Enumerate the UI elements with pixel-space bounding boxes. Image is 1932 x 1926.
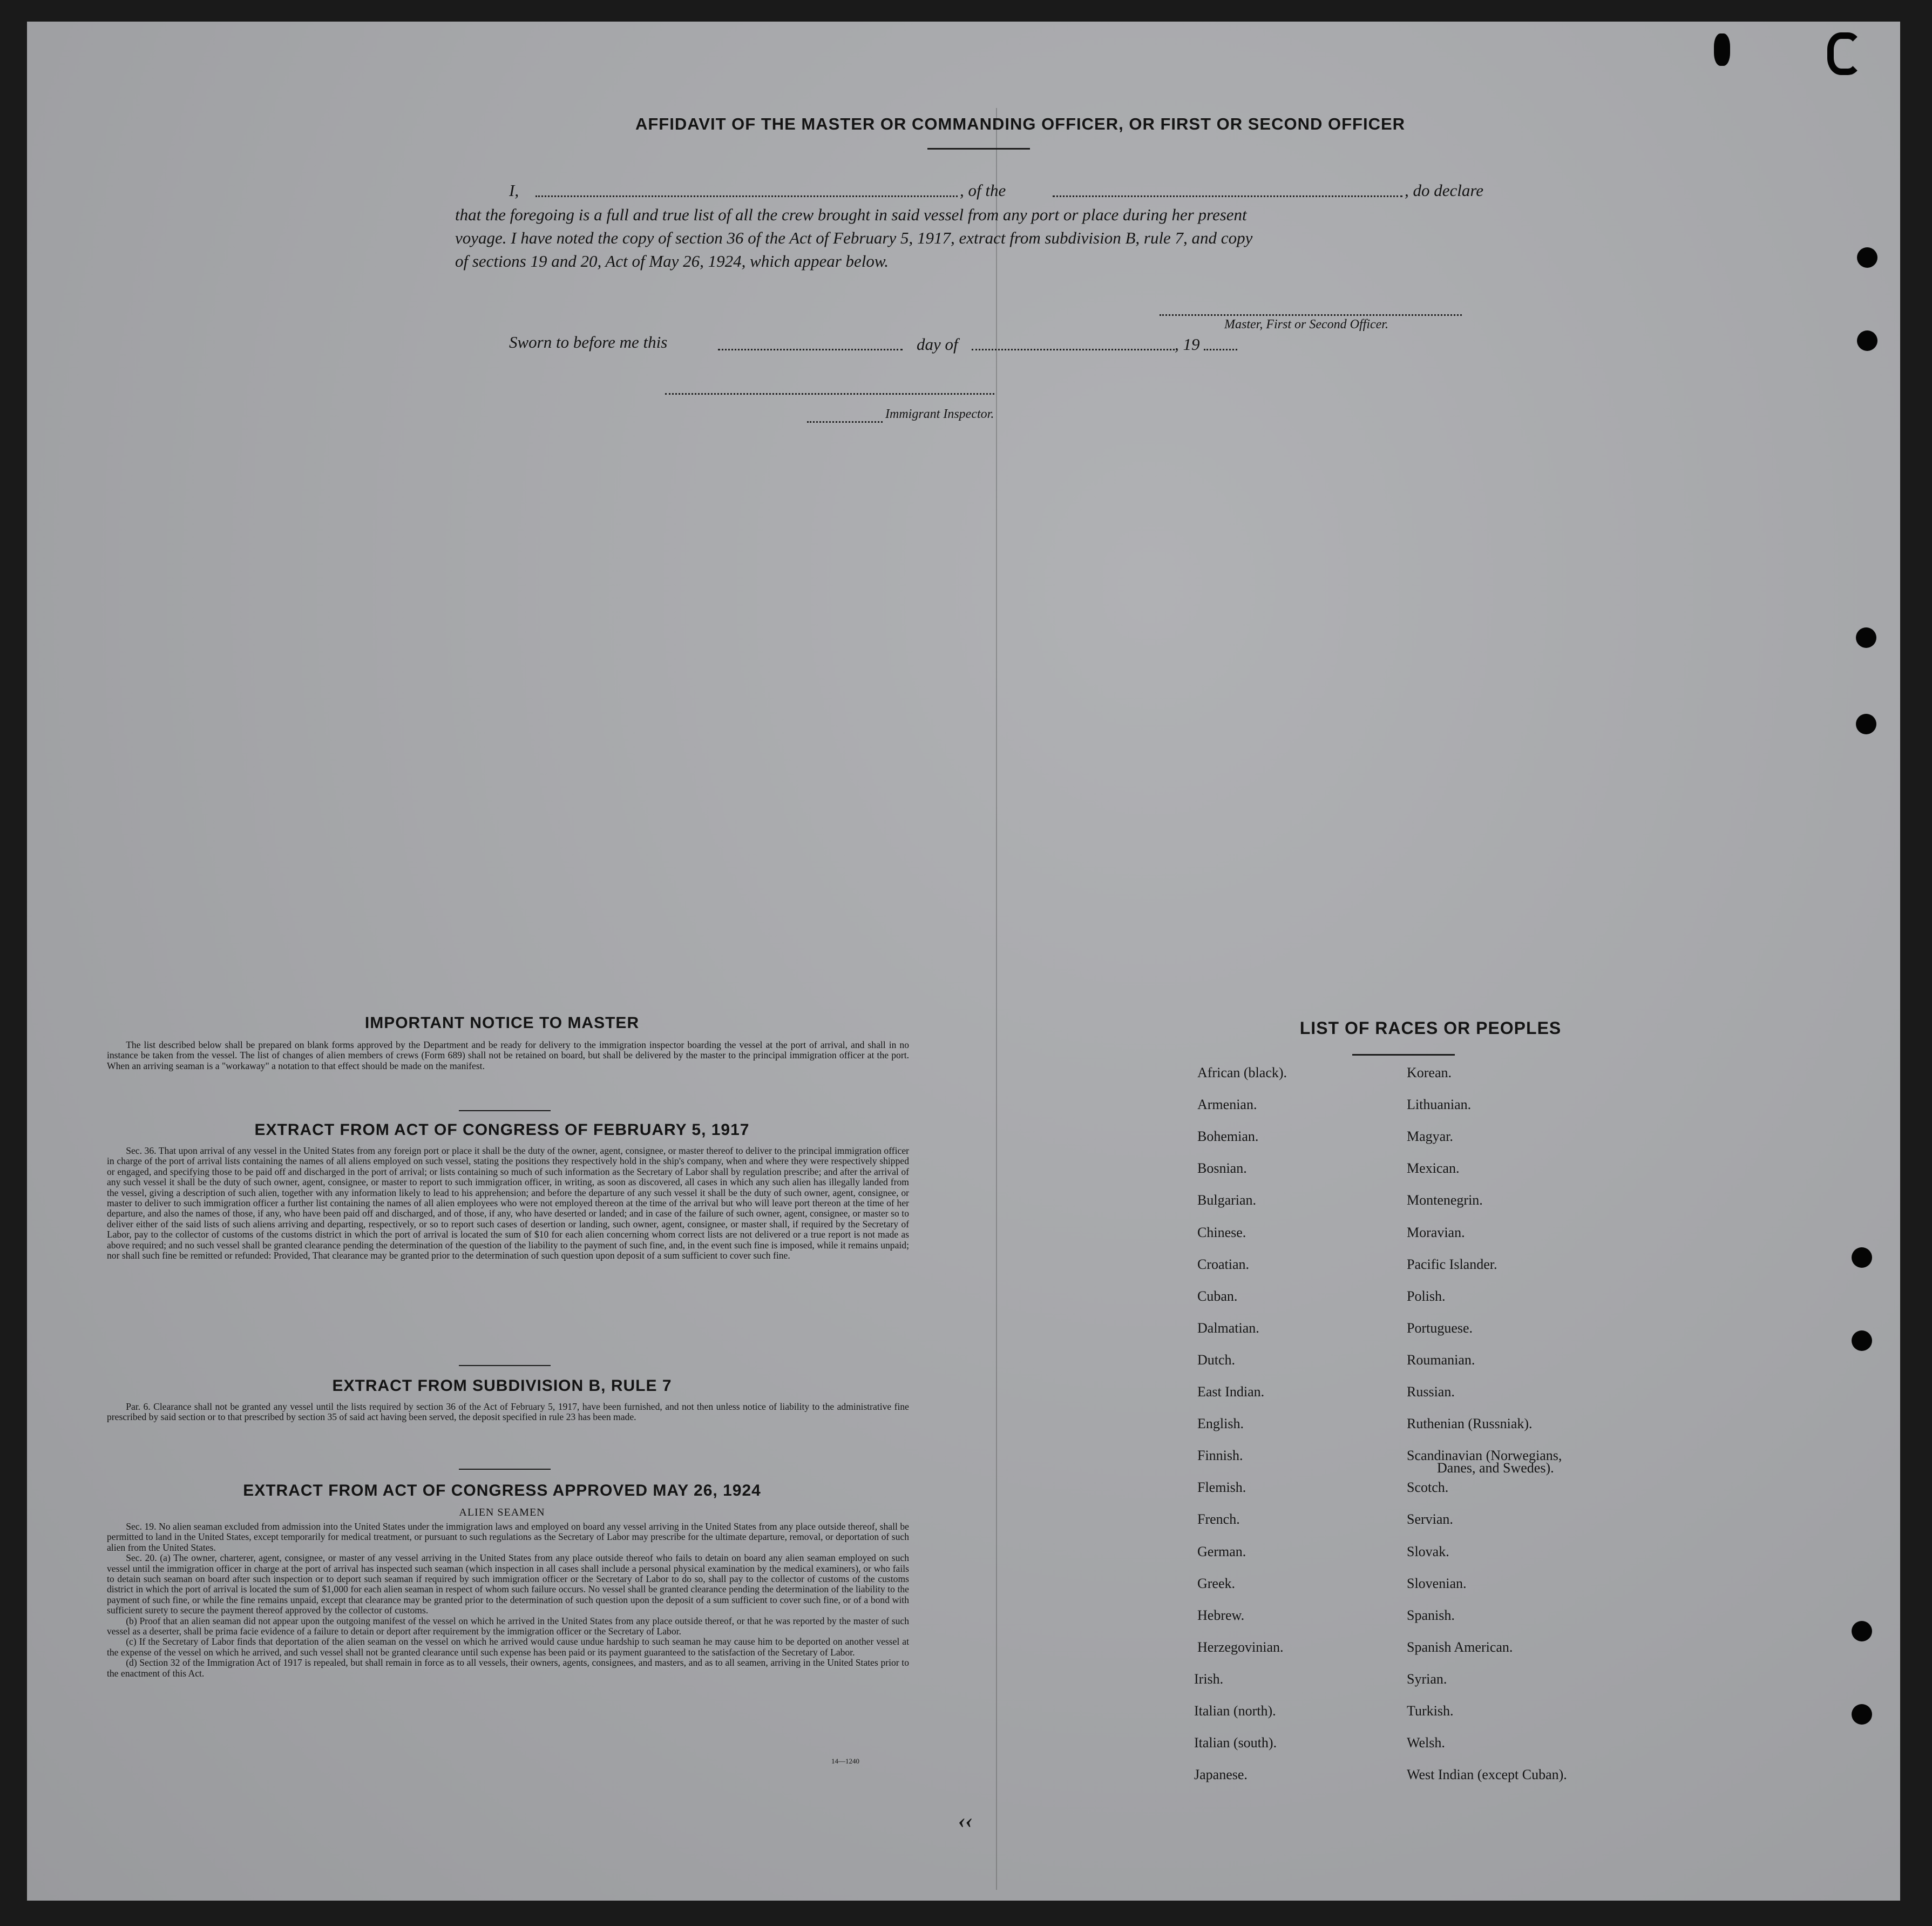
sec-20c-paragraph: (c) If the Secretary of Labor finds that deportation of the alien seaman on the vessel on which he arrived would cause undue hardship to such seaman he may cause him to be deported on another vessel at the expense of the vessel on which he arrived, and such vessel shall not be granted clearance until such expense has been paid or its payment guaranteed to the satisfaction of the Secretary of Labor. [107,1636,909,1658]
year-field[interactable] [1204,349,1237,350]
race-item: Syrian. [1407,1671,1447,1687]
race-item: Armenian. [1197,1097,1257,1113]
affidavit-line2: that the foregoing is a full and true list of all the crew brought in said vessel from any port or place during her present [455,205,1247,224]
notice-body [107,1040,909,1071]
inspector-signature-field[interactable] [665,393,994,395]
race-item: Spanish American. [1407,1639,1513,1655]
affidavit-i: I, [509,181,519,200]
center-fold [996,108,997,1890]
race-item: Irish. [1194,1671,1224,1687]
race-item: Italian (north). [1194,1703,1276,1719]
race-item: Russian. [1407,1384,1455,1400]
sec-20b-paragraph: (b) Proof that an alien seaman did not appear upon the outgoing manifest of the vessel on which he arrived in the United States from any place outside thereof, or that he was reported by the master of such vessel as a deserter, shall be prima facie evidence of a failure to detain or deport after requirement by the immigration officer or the Secretary of Labor. [107,1615,909,1637]
punch-hole [1856,714,1876,734]
day-of-text: day of [917,335,958,354]
sec-36-paragraph: Sec. 36. That upon arrival of any vessel in the United States from any foreign port or place it shall be the duty of the owner, agent, consignee, or master thereof to deliver to the principal immigration officer in charge of the port of arrival lists containing the names of all aliens employed on such vessel, stating the positions they respectively hold in the ship's company, when and where they were respectively shipped or engaged, and specifying those to be paid off and discharged in the port of arrival; or lists containing so much of such information as the Secretary of Labor shall by regulation prescribe; and after the arrival of any such vessel it shall be the duty of such owner, agent, consignee, or master to report to such immigration officer, in writing, as soon as discovered, all cases in which any such alien has illegally landed from the vessel, giving a description of such alien, together with any information likely to lead to his apprehension; and before the departure of any such vessel it shall be the duty of such owner, agent, consignee, or master to deliver to such immigration officer a further list containing the names of all alien employees who were not employed thereon at the time of the arrival but who will leave port thereon at the time of her departure, and also the names of those, if any, who have been paid off and discharged, and of those, if any, who have deserted or landed; and in case of the failure of such owner, agent, consignee, or master so to deliver either of the said lists of such aliens arriving and departing, respectively, or so to report such cases of desertion or landing, such owner, agent, consignee, or master shall, if required by the Secretary of Labor, pay to the collector of customs of the customs district in which the port of arrival is located the sum of $10 for each alien concerning whom correct lists are not delivered or a true report is not made as above required; and no such vessel shall be granted clearance pending the determination of the question of the liability to the payment of such fine, and, in the event such fine is imposed, while it remains unpaid; nor shall such fine be remitted or refunded: Provided, That clearance may be granted prior to the determination of such question upon deposit of a sum sufficient to cover such fine. [107,1145,909,1261]
officer-caption: Master, First or Second Officer. [1224,317,1388,332]
races-title: LIST OF RACES OR PEOPLES [1299,1018,1562,1038]
extract-1924-title: EXTRACT FROM ACT OF CONGRESS APPROVED MAY 26, 1924 [243,1482,761,1499]
punch-hole [1857,330,1877,351]
inspector-signature-field-2[interactable] [807,421,883,423]
sworn-month-field[interactable] [972,349,1175,350]
sec-20d-paragraph: (d) Section 32 of the Immigration Act of 1917 is repealed, but shall remain in force as to all vessels, their owners, agents, consignees, and masters, and as to all seamen, arriving in the United States prior to the enactment of this Act. [107,1657,909,1679]
affidavit-of-the: , of the [960,181,1006,200]
affidavit-line4: of sections 19 and 20, Act of May 26, 1924, which appear below. [455,252,889,271]
races-title-rule [1352,1054,1455,1056]
race-item: Cuban. [1197,1288,1238,1304]
name-field[interactable] [535,195,958,197]
race-item: Mexican. [1407,1160,1460,1177]
sworn-day-field[interactable] [718,349,903,350]
race-item: Magyar. [1407,1128,1453,1145]
race-item: Pacific Islander. [1407,1256,1497,1272]
race-item: Lithuanian. [1407,1097,1472,1113]
race-item: Herzegovinian. [1197,1639,1284,1655]
race-item: Japanese. [1194,1767,1248,1783]
race-item: Dutch. [1197,1351,1236,1368]
notice-title: IMPORTANT NOTICE TO MASTER [364,1014,640,1032]
section-rule [459,1110,551,1111]
sec-19-paragraph: Sec. 19. No alien seaman excluded from admission into the United States under the immigration laws and employed on board any vessel arriving in the United States from any place outside thereof, shall be permitted to land in the United States, except temporarily for medical treatment, or pursuant to such regulations as the Secretary of Labor may prescribe for the ultimate departure, removal, or deportation of such alien from the United States. [107,1521,909,1553]
corner-tear-mark [1714,33,1730,66]
race-item: Servian. [1407,1511,1453,1528]
race-item: Scotch. [1407,1479,1449,1496]
race-item: Roumanian. [1407,1351,1475,1368]
race-item: Slovak. [1407,1543,1449,1559]
race-item: Scandinavian (Norwegians, [1407,1448,1562,1464]
inspector-caption: Immigrant Inspector. [885,407,994,421]
race-item: Bosnian. [1197,1160,1247,1177]
race-item: Polish. [1407,1288,1446,1304]
race-item: Finnish. [1197,1448,1243,1464]
officer-signature-field[interactable] [1160,314,1462,316]
race-item: Greek. [1197,1575,1236,1591]
notice-paragraph: The list described below shall be prepared on blank forms approved by the Department and be ready for delivery to the immigration inspector boarding the vessel at the port of arrival, and shall in no instance be taken from the vessel. The list of changes of alien members of crews (Form 689) shall not be retained on board, but shall be delivered by the master to the principal immigration officer at the port. When an arriving seaman is a "workaway" a notation to that effect should be made on the manifest. [107,1039,909,1071]
race-item: Croatian. [1197,1256,1250,1272]
race-item: Slovenian. [1407,1575,1467,1591]
punch-hole [1852,1704,1872,1725]
race-item: Flemish. [1197,1479,1246,1496]
section-rule [459,1365,551,1366]
race-item: African (black). [1197,1065,1287,1080]
race-item: Ruthenian (Russniak). [1407,1416,1533,1432]
punch-hole [1857,247,1877,268]
race-item: Chinese. [1197,1224,1246,1240]
section-rule [459,1469,551,1470]
extract-1924-body [107,1522,909,1679]
affidavit-declare: , do declare [1405,181,1484,200]
punch-hole [1852,1247,1872,1268]
punch-hole [1852,1621,1872,1641]
race-item: Bulgarian. [1197,1192,1257,1208]
race-item: French. [1197,1511,1240,1528]
race-item: German. [1197,1543,1246,1559]
affidavit-title: AFFIDAVIT OF THE MASTER OR COMMANDING OFFICER, OR FIRST OR SECOND OFFICER [635,114,1406,133]
race-item: East Indian. [1197,1384,1265,1400]
race-item: Portuguese. [1407,1320,1473,1336]
sworn-text: Sworn to before me this [509,333,668,352]
title-rule [927,148,1030,150]
extract-1917-title: EXTRACT FROM ACT OF CONGRESS OF FEBRUARY 5, 1917 [254,1121,750,1139]
extract-rule7-title: EXTRACT FROM SUBDIVISION B, RULE 7 [332,1377,672,1395]
race-item: Moravian. [1407,1224,1465,1240]
race-item: Korean. [1407,1065,1452,1080]
punch-hole [1856,627,1876,648]
race-item: English. [1197,1416,1244,1432]
race-item: Welsh. [1407,1735,1445,1751]
race-item: Italian (south). [1194,1735,1277,1751]
race-item-scandinavian-continued: Danes, and Swedes). [1437,1460,1554,1476]
extract-1917-body [107,1146,909,1261]
form-number: 14—1240 [831,1757,859,1765]
bottom-mark: ‹‹ [958,1808,973,1833]
race-item: Spanish. [1407,1607,1455,1623]
race-item: Dalmatian. [1197,1320,1259,1336]
document-page [27,22,1900,1901]
vessel-field[interactable] [1053,195,1402,197]
affidavit-line3: voyage. I have noted the copy of section 36 of the Act of February 5, 1917, extract from subdivision B, rule 7, and copy [455,228,1253,247]
race-item: Hebrew. [1197,1607,1245,1623]
corner-tear-mark [1827,32,1862,75]
race-item: West Indian (except Cuban). [1407,1767,1567,1783]
race-item: Bohemian. [1197,1128,1259,1145]
extract-rule7-body [107,1402,909,1423]
year-text: , 19 [1175,335,1200,354]
race-item: Turkish. [1407,1703,1454,1719]
par-6-paragraph: Par. 6. Clearance shall not be granted any vessel until the lists required by section 36 of the Act of February 5, 1917, have been furnished, and not then unless notice of liability to the administrative fine prescribed by said section or to that prescribed by section 35 of said act having been served, the deposit specified in rule 23 has been made. [107,1401,909,1423]
sec-20a-paragraph: Sec. 20. (a) The owner, charterer, agent, consignee, or master of any vessel arriving in the United States from any place outside thereof who fails to detain on board any alien seaman employed on such vessel until the immigration officer in charge at the port of arrival has inspected such seaman (which inspection in all cases shall include a personal physical examination by the medical examiners), or who fails to detain such seaman on board after such inspection or to deport such seaman if required by such immigration officer or the Secretary of Labor to do so, shall pay to the collector of customs of the customs district in which the port of arrival is located the sum of $1,000 for each alien seaman in respect of whom such failure occurs. No vessel shall be granted clearance pending the determination of the liability to the payment of such fine, or while the fine remains unpaid, except that clearance may be granted prior to the determination of such question upon the deposit of a sum sufficient to cover such fine, or of a bond with sufficient surety to secure the payment thereof approved by the collector of customs. [107,1552,909,1616]
race-item: Montenegrin. [1407,1192,1483,1208]
punch-hole [1852,1330,1872,1351]
alien-seamen-subtitle: ALIEN SEAMEN [459,1506,545,1518]
